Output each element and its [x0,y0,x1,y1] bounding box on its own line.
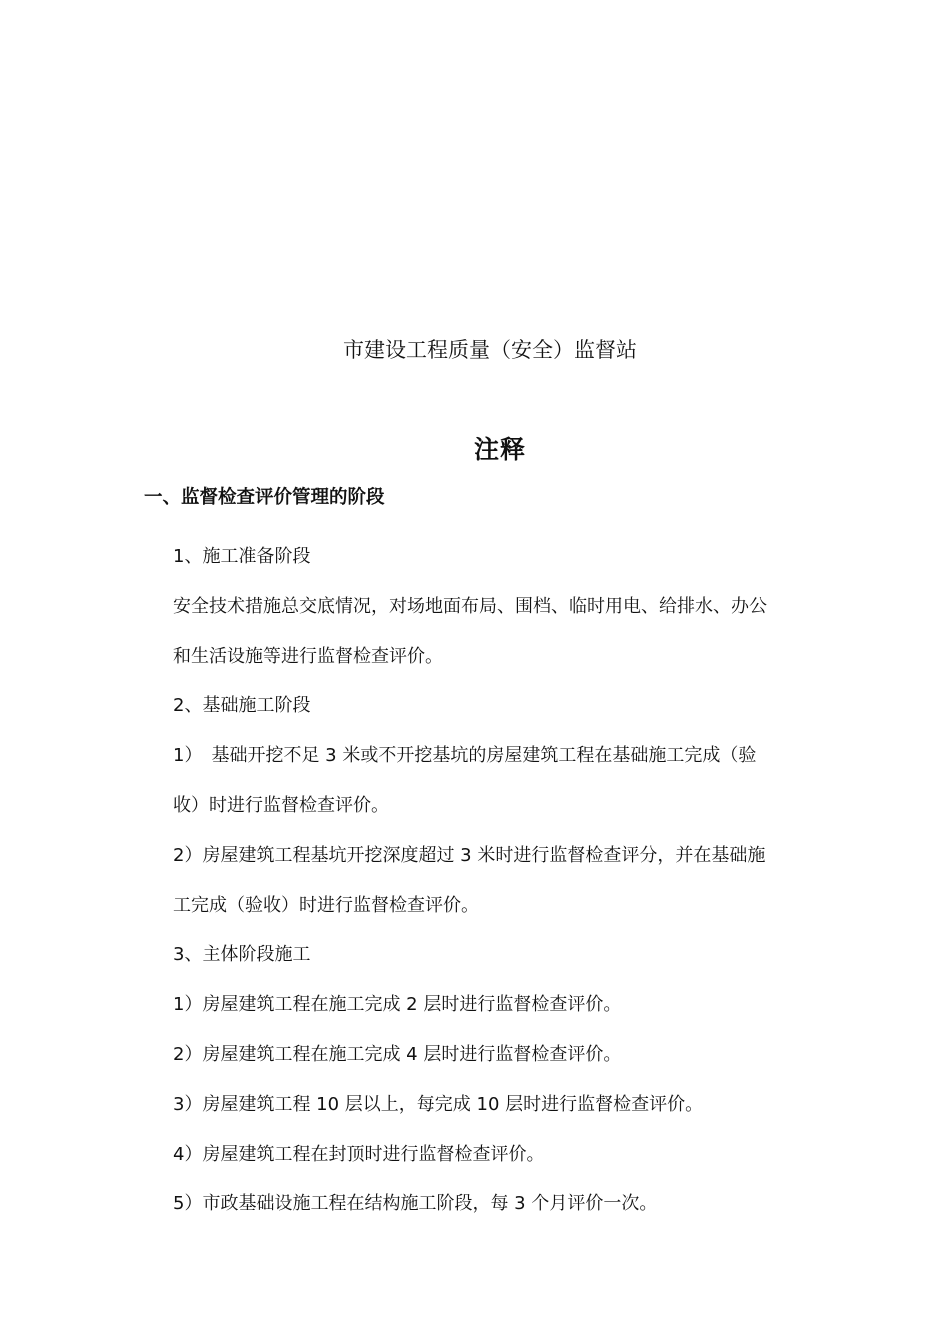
document-body [173,532,813,1229]
document-title: 注释 [473,435,526,464]
list-item: 4）房屋建筑工程在封顶时进行监督检查评价。 [173,1143,545,1165]
subsection-heading-main-structure: 3、主体阶段施工 [173,944,311,966]
list-item-line: 收）时进行监督检查评价。 [173,794,389,816]
list-item: 5）市政基础设施工程在结构施工阶段，每 3 个月评价一次。 [173,1193,658,1215]
paragraph-line: 和生活设施等进行监督检查评价。 [173,645,443,667]
list-item: 1）房屋建筑工程在施工完成 2 层时进行监督检查评价。 [173,994,622,1016]
list-item: 2）房屋建筑工程在施工完成 4 层时进行监督检查评价。 [173,1043,622,1065]
paragraph-line: 安全技术措施总交底情况，对场地面布局、围档、临时用电、给排水、办公 [173,595,767,617]
list-item-line: 工完成（验收）时进行监督检查评价。 [173,894,479,916]
list-item-line: 2）房屋建筑工程基坑开挖深度超过 3 米时进行监督检查评分，并在基础施 [173,844,766,866]
organization-name: 市建设工程质量（安全）监督站 [343,338,637,362]
subsection-heading-preparation: 1、施工准备阶段 [173,546,311,567]
subsection-heading-foundation: 2、基础施工阶段 [173,695,311,717]
section-heading: 一、监督检查评价管理的阶段 [144,487,385,508]
list-item-line: 1） 基础开挖不足 3 米或不开挖基坑的房屋建筑工程在基础施工完成（验 [173,745,757,767]
list-item: 3）房屋建筑工程 10 层以上，每完成 10 层时进行监督检查评价。 [173,1093,704,1115]
